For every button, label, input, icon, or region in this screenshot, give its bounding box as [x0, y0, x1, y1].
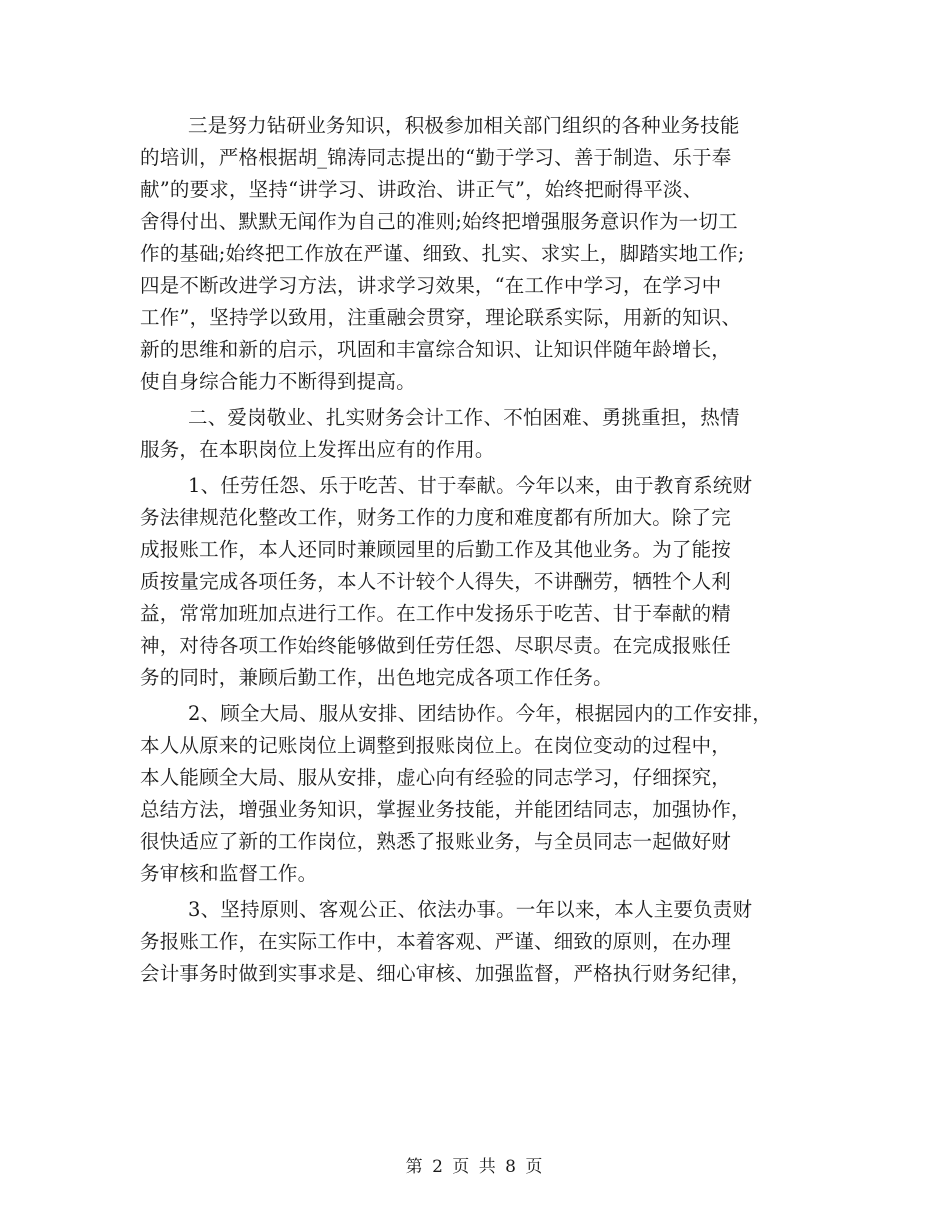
text-line: 总结方法，增强业务知识，掌握业务技能，并能团结同志，加强协作， — [140, 798, 751, 821]
text-line: 献”的要求，坚持“讲学习、讲政治、讲正气”，始终把耐得平淡、 — [140, 178, 703, 201]
text-line: 二、爱岗敬业、扎实财务会计工作、不怕困难、勇挑重担，热情 — [188, 406, 740, 429]
text-line: 务报账工作，在实际工作中，本着客观、严谨、细致的原则，在办理 — [140, 930, 732, 953]
paragraph-item-three — [140, 894, 810, 990]
text-line: 会计事务时做到实事求是、细心审核、加强监督，严格执行财务纪律， — [140, 962, 751, 985]
text-line: 1、任劳任怨、乐于吃苦、甘于奉献。今年以来，由于教育系统财 — [188, 474, 753, 497]
paragraph-study — [140, 110, 810, 398]
text-line: 舍得付出、默默无闻作为自己的准则;始终把增强服务意识作为一切工 — [140, 210, 738, 233]
text-line: 使自身综合能力不断得到提高。 — [140, 370, 416, 393]
text-line: 本人从原来的记账岗位上调整到报账岗位上。在岗位变动的过程中， — [140, 734, 732, 757]
text-line: 务法律规范化整改工作，财务工作的力度和难度都有所加大。除了完 — [140, 506, 732, 529]
paragraph-item-one — [140, 470, 810, 694]
text-line: 作的基础;始终把工作放在严谨、细致、扎实、求实上，脚踏实地工作; — [140, 242, 745, 265]
text-line: 质按量完成各项任务，本人不计较个人得失，不讲酬劳，牺牲个人利 — [140, 570, 732, 593]
text-line: 务的同时，兼顾后勤工作，出色地完成各项工作任务。 — [140, 666, 613, 689]
text-line: 3、坚持原则、客观公正、依法办事。一年以来，本人主要负责财 — [188, 898, 753, 921]
paragraph-section-two — [140, 402, 810, 466]
text-line: 新的思维和新的启示，巩固和丰富综合知识、让知识伴随年龄增长， — [140, 338, 732, 361]
document-body — [140, 110, 810, 990]
text-line: 三是努力钻研业务知识，积极参加相关部门组织的各种业务技能 — [188, 114, 740, 137]
text-line: 很快适应了新的工作岗位，熟悉了报账业务，与全员同志一起做好财 — [140, 830, 732, 853]
text-line: 工作”，坚持学以致用，注重融会贯穿，理论联系实际，用新的知识、 — [140, 306, 742, 329]
text-line: 成报账工作，本人还同时兼顾园里的后勤工作及其他业务。为了能按 — [140, 538, 732, 561]
text-line: 务审核和监督工作。 — [140, 862, 318, 885]
text-line: 本人能顾全大局、服从安排，虚心向有经验的同志学习，仔细探究， — [140, 766, 732, 789]
text-line: 神，对待各项工作始终能够做到任劳任怨、尽职尽责。在完成报账任 — [140, 634, 732, 657]
page-footer: 第 2 页 共 8 页 — [405, 1157, 545, 1177]
text-line: 2、顾全大局、服从安排、团结协作。今年，根据园内的工作安排， — [188, 702, 772, 725]
text-line: 四是不断改进学习方法，讲求学习效果，“在工作中学习，在学习中 — [140, 274, 722, 297]
paragraph-item-two — [140, 698, 810, 890]
text-line: 益，常常加班加点进行工作。在工作中发扬乐于吃苦、甘于奉献的精 — [140, 602, 732, 625]
text-line: 服务，在本职岗位上发挥出应有的作用。 — [140, 438, 495, 461]
text-line: 的培训，严格根据胡_锦涛同志提出的“勤于学习、善于制造、乐于奉 — [140, 146, 732, 169]
